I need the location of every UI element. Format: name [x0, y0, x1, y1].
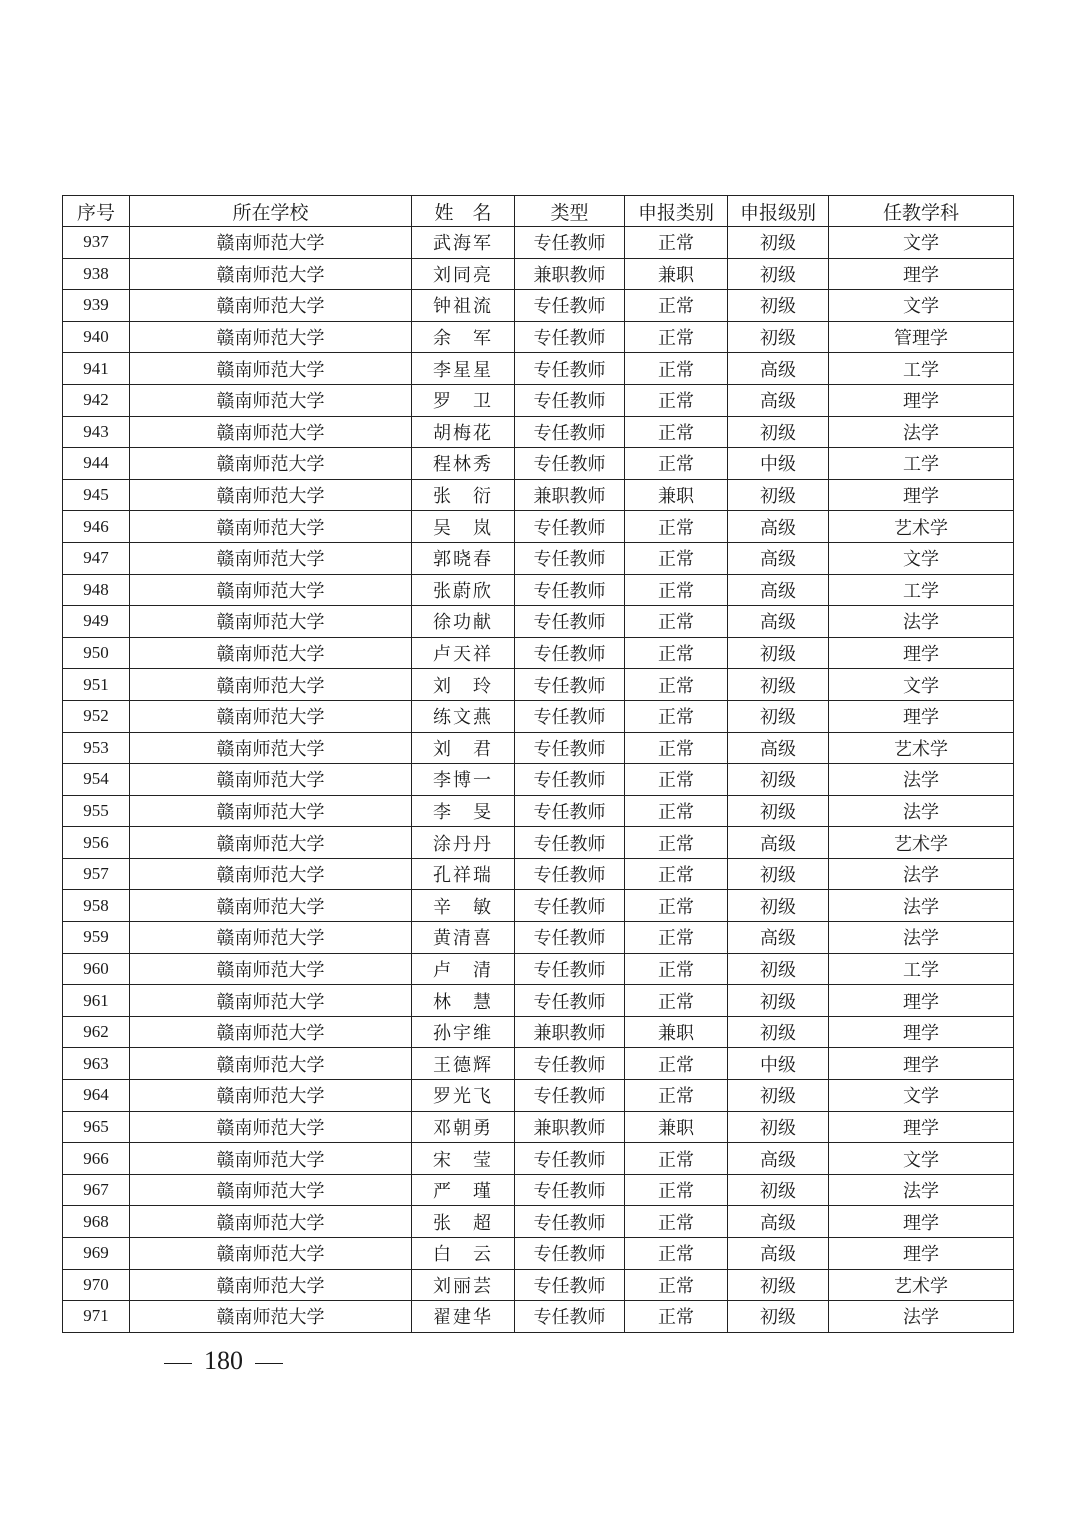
table-row [63, 542, 1014, 574]
footer-dash-left [164, 1363, 192, 1364]
cell-name: 卢 清 [412, 953, 515, 985]
cell-apply-level: 高级 [728, 1143, 829, 1175]
cell-apply-level: 高级 [728, 511, 829, 543]
cell-name: 张蔚欣 [412, 574, 515, 606]
cell-seq: 970 [63, 1269, 130, 1301]
cell-name: 余 军 [412, 321, 515, 353]
cell-school: 赣南师范大学 [130, 321, 412, 353]
cell-school: 赣南师范大学 [130, 795, 412, 827]
cell-seq: 959 [63, 922, 130, 954]
cell-name: 刘同亮 [412, 258, 515, 290]
cell-school: 赣南师范大学 [130, 1238, 412, 1270]
cell-type: 专任教师 [515, 290, 625, 322]
cell-apply-level: 高级 [728, 384, 829, 416]
cell-name: 王德辉 [412, 1048, 515, 1080]
cell-apply-category: 正常 [625, 353, 728, 385]
cell-seq: 958 [63, 890, 130, 922]
cell-type: 专任教师 [515, 1238, 625, 1270]
cell-school: 赣南师范大学 [130, 384, 412, 416]
cell-apply-category: 正常 [625, 953, 728, 985]
cell-subject: 艺术学 [829, 511, 1014, 543]
cell-type: 专任教师 [515, 353, 625, 385]
cell-school: 赣南师范大学 [130, 890, 412, 922]
cell-type: 专任教师 [515, 795, 625, 827]
cell-seq: 966 [63, 1143, 130, 1175]
cell-subject: 理学 [829, 1111, 1014, 1143]
cell-school: 赣南师范大学 [130, 258, 412, 290]
cell-school: 赣南师范大学 [130, 953, 412, 985]
cell-apply-category: 兼职 [625, 1111, 728, 1143]
table-row [63, 416, 1014, 448]
cell-name: 白 云 [412, 1238, 515, 1270]
cell-apply-level: 初级 [728, 227, 829, 259]
cell-name: 严 瑾 [412, 1174, 515, 1206]
cell-school: 赣南师范大学 [130, 985, 412, 1017]
cell-apply-category: 正常 [625, 574, 728, 606]
cell-seq: 971 [63, 1301, 130, 1333]
table-header [63, 196, 1014, 227]
cell-apply-category: 正常 [625, 637, 728, 669]
table-row [63, 922, 1014, 954]
cell-school: 赣南师范大学 [130, 764, 412, 796]
cell-name: 孔祥瑞 [412, 858, 515, 890]
cell-type: 专任教师 [515, 985, 625, 1017]
table-row [63, 321, 1014, 353]
cell-name: 刘 君 [412, 732, 515, 764]
cell-school: 赣南师范大学 [130, 479, 412, 511]
cell-subject: 艺术学 [829, 827, 1014, 859]
cell-apply-level: 初级 [728, 1301, 829, 1333]
cell-school: 赣南师范大学 [130, 858, 412, 890]
table-row [63, 511, 1014, 543]
cell-type: 专任教师 [515, 858, 625, 890]
cell-apply-level: 初级 [728, 321, 829, 353]
cell-apply-category: 兼职 [625, 1016, 728, 1048]
cell-type: 专任教师 [515, 542, 625, 574]
cell-name: 宋 莹 [412, 1143, 515, 1175]
table-row [63, 1269, 1014, 1301]
table-row [63, 384, 1014, 416]
cell-subject: 理学 [829, 1238, 1014, 1270]
cell-seq: 969 [63, 1238, 130, 1270]
cell-seq: 937 [63, 227, 130, 259]
cell-school: 赣南师范大学 [130, 922, 412, 954]
cell-name: 李博一 [412, 764, 515, 796]
cell-type: 专任教师 [515, 1206, 625, 1238]
cell-seq: 939 [63, 290, 130, 322]
table-row [63, 574, 1014, 606]
teacher-list-sheet [62, 195, 1013, 1333]
cell-apply-level: 高级 [728, 353, 829, 385]
table-row [63, 890, 1014, 922]
table-row [63, 985, 1014, 1017]
cell-school: 赣南师范大学 [130, 1016, 412, 1048]
cell-school: 赣南师范大学 [130, 416, 412, 448]
cell-subject: 理学 [829, 985, 1014, 1017]
cell-type: 专任教师 [515, 1048, 625, 1080]
cell-name: 钟祖流 [412, 290, 515, 322]
cell-seq: 962 [63, 1016, 130, 1048]
table-row [63, 732, 1014, 764]
table-row [63, 1048, 1014, 1080]
cell-name: 罗 卫 [412, 384, 515, 416]
table-row [63, 353, 1014, 385]
cell-seq: 963 [63, 1048, 130, 1080]
cell-subject: 理学 [829, 258, 1014, 290]
cell-apply-level: 初级 [728, 416, 829, 448]
table-row [63, 1238, 1014, 1270]
cell-school: 赣南师范大学 [130, 542, 412, 574]
cell-seq: 941 [63, 353, 130, 385]
cell-school: 赣南师范大学 [130, 732, 412, 764]
cell-school: 赣南师范大学 [130, 1080, 412, 1112]
cell-subject: 法学 [829, 416, 1014, 448]
cell-seq: 968 [63, 1206, 130, 1238]
cell-name: 程林秀 [412, 448, 515, 480]
cell-apply-level: 高级 [728, 542, 829, 574]
footer-dash-right [255, 1363, 283, 1364]
cell-seq: 954 [63, 764, 130, 796]
cell-name: 黄清喜 [412, 922, 515, 954]
cell-subject: 文学 [829, 290, 1014, 322]
cell-subject: 工学 [829, 953, 1014, 985]
cell-seq: 943 [63, 416, 130, 448]
cell-name: 翟建华 [412, 1301, 515, 1333]
cell-apply-category: 正常 [625, 606, 728, 638]
cell-apply-category: 正常 [625, 542, 728, 574]
cell-apply-level: 初级 [728, 1174, 829, 1206]
cell-type: 专任教师 [515, 1269, 625, 1301]
cell-subject: 法学 [829, 858, 1014, 890]
cell-school: 赣南师范大学 [130, 448, 412, 480]
cell-apply-level: 初级 [728, 1111, 829, 1143]
cell-name: 刘 玲 [412, 669, 515, 701]
table-row [63, 258, 1014, 290]
cell-apply-category: 正常 [625, 1238, 728, 1270]
cell-type: 专任教师 [515, 890, 625, 922]
cell-school: 赣南师范大学 [130, 290, 412, 322]
cell-school: 赣南师范大学 [130, 1301, 412, 1333]
cell-type: 专任教师 [515, 384, 625, 416]
cell-type: 专任教师 [515, 1143, 625, 1175]
cell-subject: 文学 [829, 227, 1014, 259]
table-row [63, 669, 1014, 701]
cell-subject: 法学 [829, 1174, 1014, 1206]
cell-school: 赣南师范大学 [130, 637, 412, 669]
cell-name: 辛 敏 [412, 890, 515, 922]
cell-type: 专任教师 [515, 1174, 625, 1206]
cell-apply-level: 初级 [728, 764, 829, 796]
cell-subject: 艺术学 [829, 732, 1014, 764]
cell-apply-level: 初级 [728, 858, 829, 890]
table-row [63, 858, 1014, 890]
cell-name: 胡梅花 [412, 416, 515, 448]
cell-subject: 文学 [829, 1080, 1014, 1112]
cell-subject: 理学 [829, 637, 1014, 669]
cell-type: 专任教师 [515, 922, 625, 954]
cell-school: 赣南师范大学 [130, 511, 412, 543]
cell-apply-category: 正常 [625, 511, 728, 543]
cell-subject: 法学 [829, 606, 1014, 638]
cell-subject: 文学 [829, 669, 1014, 701]
cell-apply-category: 正常 [625, 1143, 728, 1175]
cell-subject: 工学 [829, 353, 1014, 385]
cell-seq: 952 [63, 700, 130, 732]
cell-school: 赣南师范大学 [130, 827, 412, 859]
page-footer [152, 1345, 295, 1377]
cell-subject: 理学 [829, 700, 1014, 732]
header-apply-category: 申报类别 [625, 196, 728, 227]
cell-apply-level: 初级 [728, 700, 829, 732]
cell-type: 专任教师 [515, 574, 625, 606]
table-row [63, 700, 1014, 732]
cell-type: 专任教师 [515, 700, 625, 732]
cell-seq: 953 [63, 732, 130, 764]
table-row [63, 795, 1014, 827]
cell-seq: 956 [63, 827, 130, 859]
cell-apply-level: 中级 [728, 448, 829, 480]
cell-subject: 工学 [829, 448, 1014, 480]
cell-apply-category: 正常 [625, 764, 728, 796]
cell-type: 专任教师 [515, 606, 625, 638]
cell-type: 专任教师 [515, 953, 625, 985]
table-row [63, 290, 1014, 322]
cell-apply-category: 正常 [625, 985, 728, 1017]
cell-apply-category: 正常 [625, 1301, 728, 1333]
cell-name: 涂丹丹 [412, 827, 515, 859]
cell-type: 专任教师 [515, 321, 625, 353]
cell-name: 张 超 [412, 1206, 515, 1238]
cell-school: 赣南师范大学 [130, 574, 412, 606]
cell-seq: 945 [63, 479, 130, 511]
table-row [63, 606, 1014, 638]
cell-type: 专任教师 [515, 669, 625, 701]
cell-school: 赣南师范大学 [130, 1174, 412, 1206]
table-row [63, 1143, 1014, 1175]
header-seq: 序号 [63, 196, 130, 227]
cell-apply-level: 高级 [728, 827, 829, 859]
table-row [63, 764, 1014, 796]
cell-seq: 950 [63, 637, 130, 669]
cell-seq: 944 [63, 448, 130, 480]
header-school: 所在学校 [130, 196, 412, 227]
cell-name: 徐功献 [412, 606, 515, 638]
cell-apply-level: 高级 [728, 1206, 829, 1238]
header-subject: 任教学科 [829, 196, 1014, 227]
cell-type: 兼职教师 [515, 1016, 625, 1048]
cell-subject: 文学 [829, 1143, 1014, 1175]
cell-type: 专任教师 [515, 416, 625, 448]
table-row [63, 637, 1014, 669]
cell-apply-category: 正常 [625, 890, 728, 922]
cell-name: 吴 岚 [412, 511, 515, 543]
cell-apply-category: 兼职 [625, 258, 728, 290]
cell-apply-level: 初级 [728, 1016, 829, 1048]
cell-school: 赣南师范大学 [130, 353, 412, 385]
cell-type: 专任教师 [515, 1301, 625, 1333]
cell-subject: 法学 [829, 1301, 1014, 1333]
cell-apply-category: 正常 [625, 448, 728, 480]
cell-seq: 961 [63, 985, 130, 1017]
cell-seq: 942 [63, 384, 130, 416]
cell-type: 兼职教师 [515, 258, 625, 290]
cell-apply-category: 正常 [625, 227, 728, 259]
cell-type: 专任教师 [515, 637, 625, 669]
cell-apply-category: 正常 [625, 732, 728, 764]
cell-school: 赣南师范大学 [130, 1111, 412, 1143]
table-body [63, 227, 1014, 1333]
cell-seq: 951 [63, 669, 130, 701]
cell-name: 刘丽芸 [412, 1269, 515, 1301]
cell-apply-category: 正常 [625, 700, 728, 732]
cell-apply-level: 高级 [728, 922, 829, 954]
cell-name: 邓朝勇 [412, 1111, 515, 1143]
cell-subject: 管理学 [829, 321, 1014, 353]
table-row [63, 827, 1014, 859]
cell-name: 张 衍 [412, 479, 515, 511]
cell-name: 武海军 [412, 227, 515, 259]
cell-subject: 理学 [829, 1206, 1014, 1238]
cell-subject: 理学 [829, 1016, 1014, 1048]
page-number: 180 [204, 1346, 243, 1375]
cell-apply-level: 初级 [728, 637, 829, 669]
cell-name: 罗光飞 [412, 1080, 515, 1112]
cell-seq: 938 [63, 258, 130, 290]
table-row [63, 1174, 1014, 1206]
cell-school: 赣南师范大学 [130, 1269, 412, 1301]
header-apply-level: 申报级别 [728, 196, 829, 227]
cell-type: 专任教师 [515, 732, 625, 764]
cell-seq: 964 [63, 1080, 130, 1112]
cell-apply-level: 高级 [728, 732, 829, 764]
teacher-table [62, 195, 1014, 1333]
cell-apply-category: 正常 [625, 1269, 728, 1301]
cell-school: 赣南师范大学 [130, 700, 412, 732]
cell-name: 卢天祥 [412, 637, 515, 669]
cell-apply-category: 正常 [625, 290, 728, 322]
table-row [63, 953, 1014, 985]
cell-name: 林 慧 [412, 985, 515, 1017]
cell-subject: 艺术学 [829, 1269, 1014, 1301]
cell-type: 兼职教师 [515, 479, 625, 511]
cell-apply-category: 正常 [625, 1080, 728, 1112]
cell-apply-category: 正常 [625, 1048, 728, 1080]
cell-apply-level: 初级 [728, 795, 829, 827]
cell-apply-category: 正常 [625, 1206, 728, 1238]
cell-type: 专任教师 [515, 227, 625, 259]
cell-seq: 947 [63, 542, 130, 574]
cell-apply-level: 初级 [728, 1080, 829, 1112]
table-row [63, 448, 1014, 480]
cell-apply-category: 正常 [625, 384, 728, 416]
cell-name: 郭晓春 [412, 542, 515, 574]
cell-type: 专任教师 [515, 448, 625, 480]
cell-seq: 949 [63, 606, 130, 638]
cell-subject: 理学 [829, 479, 1014, 511]
header-row [63, 196, 1014, 227]
cell-seq: 955 [63, 795, 130, 827]
cell-apply-level: 初级 [728, 890, 829, 922]
cell-school: 赣南师范大学 [130, 1206, 412, 1238]
cell-type: 专任教师 [515, 511, 625, 543]
cell-subject: 理学 [829, 384, 1014, 416]
cell-apply-level: 高级 [728, 606, 829, 638]
cell-type: 专任教师 [515, 1080, 625, 1112]
cell-apply-category: 正常 [625, 1174, 728, 1206]
cell-apply-category: 正常 [625, 321, 728, 353]
cell-seq: 957 [63, 858, 130, 890]
cell-apply-level: 初级 [728, 669, 829, 701]
cell-apply-level: 初级 [728, 290, 829, 322]
cell-apply-level: 高级 [728, 574, 829, 606]
table-row [63, 479, 1014, 511]
cell-apply-level: 高级 [728, 1238, 829, 1270]
cell-seq: 960 [63, 953, 130, 985]
cell-type: 专任教师 [515, 827, 625, 859]
table-row [63, 1206, 1014, 1238]
cell-apply-level: 中级 [728, 1048, 829, 1080]
table-row [63, 1111, 1014, 1143]
cell-name: 李 旻 [412, 795, 515, 827]
cell-subject: 法学 [829, 795, 1014, 827]
table-row [63, 1080, 1014, 1112]
table-row [63, 1016, 1014, 1048]
cell-apply-category: 兼职 [625, 479, 728, 511]
cell-apply-category: 正常 [625, 922, 728, 954]
cell-school: 赣南师范大学 [130, 606, 412, 638]
cell-seq: 940 [63, 321, 130, 353]
cell-name: 孙宇维 [412, 1016, 515, 1048]
cell-seq: 946 [63, 511, 130, 543]
cell-name: 练文燕 [412, 700, 515, 732]
cell-seq: 965 [63, 1111, 130, 1143]
header-name: 姓 名 [412, 196, 515, 227]
cell-subject: 法学 [829, 890, 1014, 922]
cell-apply-level: 初级 [728, 1269, 829, 1301]
cell-subject: 法学 [829, 922, 1014, 954]
cell-type: 兼职教师 [515, 1111, 625, 1143]
cell-school: 赣南师范大学 [130, 1048, 412, 1080]
cell-subject: 理学 [829, 1048, 1014, 1080]
cell-apply-level: 初级 [728, 258, 829, 290]
header-type: 类型 [515, 196, 625, 227]
cell-subject: 法学 [829, 764, 1014, 796]
cell-name: 李星星 [412, 353, 515, 385]
table-row [63, 227, 1014, 259]
cell-school: 赣南师范大学 [130, 227, 412, 259]
cell-subject: 工学 [829, 574, 1014, 606]
cell-school: 赣南师范大学 [130, 1143, 412, 1175]
cell-apply-level: 初级 [728, 985, 829, 1017]
cell-apply-level: 初级 [728, 479, 829, 511]
cell-apply-category: 正常 [625, 669, 728, 701]
cell-apply-level: 初级 [728, 953, 829, 985]
cell-apply-category: 正常 [625, 795, 728, 827]
cell-subject: 文学 [829, 542, 1014, 574]
cell-school: 赣南师范大学 [130, 669, 412, 701]
cell-type: 专任教师 [515, 764, 625, 796]
cell-seq: 948 [63, 574, 130, 606]
cell-apply-category: 正常 [625, 858, 728, 890]
table-row [63, 1301, 1014, 1333]
cell-apply-category: 正常 [625, 827, 728, 859]
cell-seq: 967 [63, 1174, 130, 1206]
cell-apply-category: 正常 [625, 416, 728, 448]
